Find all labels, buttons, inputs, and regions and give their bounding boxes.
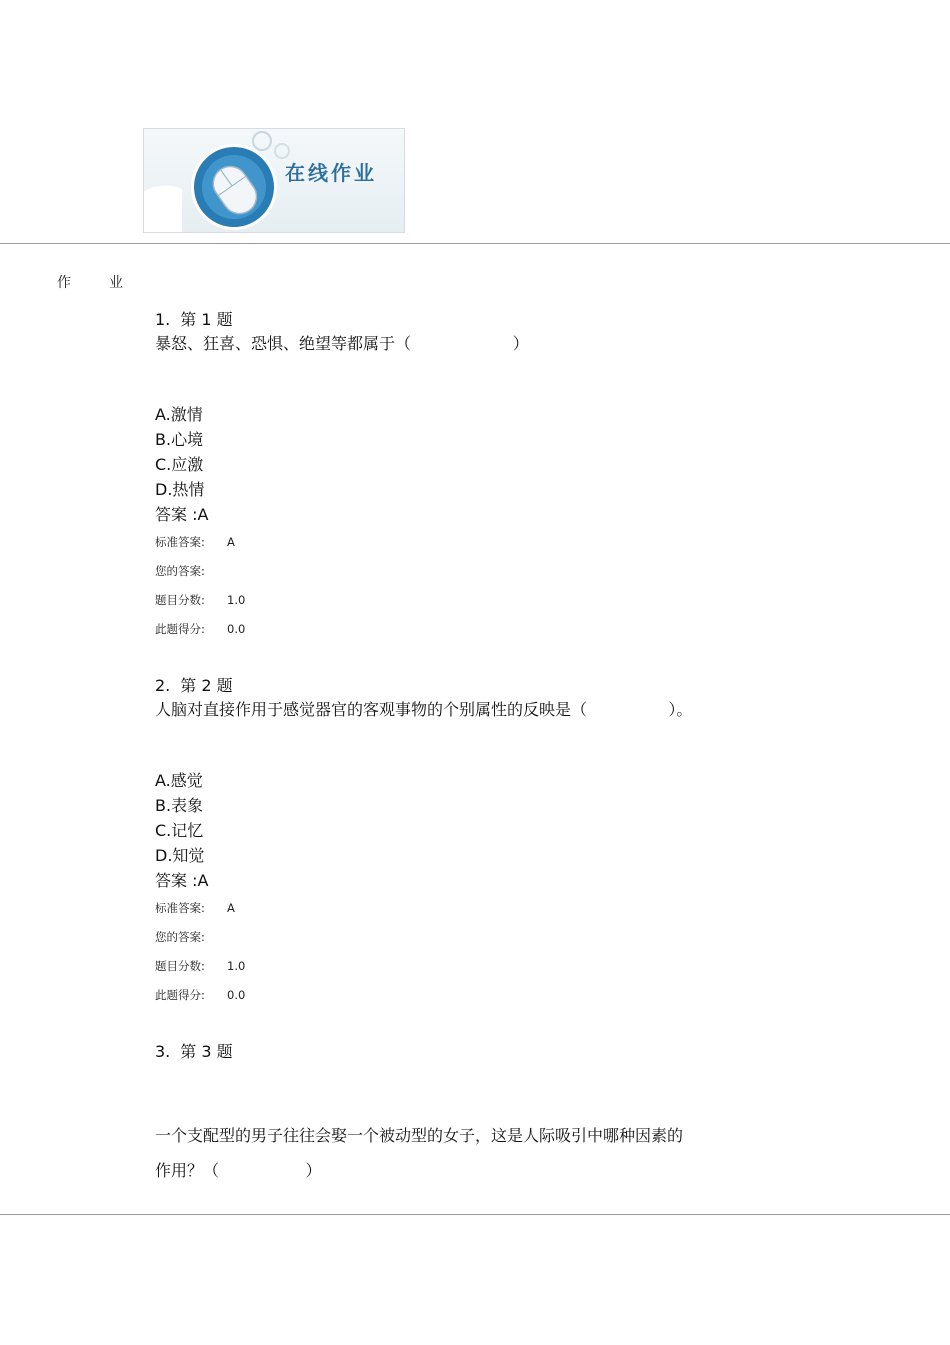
question-text: 人脑对直接作用于感觉器官的客观事物的个别属性的反映是（ ）。 xyxy=(155,700,693,719)
option-b: B.表象 xyxy=(155,796,204,815)
answer-line: 答案 :A xyxy=(155,505,209,524)
question-3 xyxy=(155,1040,855,1064)
question-number: 2. xyxy=(155,676,171,695)
your-answer-row xyxy=(155,923,855,952)
question-2 xyxy=(155,674,855,1010)
option-b: B.心境 xyxy=(155,430,204,449)
earned-score-row xyxy=(155,615,855,644)
your-answer-label: 您的答案: xyxy=(155,930,205,944)
standard-answer-value: A xyxy=(227,901,235,915)
option-d: D.知觉 xyxy=(155,846,205,865)
earned-score-value: 0.0 xyxy=(227,988,246,1002)
standard-answer-row xyxy=(155,894,855,923)
earned-score-label: 此题得分: xyxy=(155,622,205,636)
bottom-divider xyxy=(0,1214,950,1215)
option-c: C.应激 xyxy=(155,455,204,474)
question-score-label: 题目分数: xyxy=(155,959,205,973)
question-score-row xyxy=(155,586,855,615)
question-title: 第 1 题 xyxy=(180,310,233,329)
question-3-text-line-2: 作用？（ ） xyxy=(155,1161,322,1180)
standard-answer-label: 标准答案: xyxy=(155,901,205,915)
earned-score-row xyxy=(155,981,855,1010)
option-c: C.记忆 xyxy=(155,821,204,840)
option-a: A.感觉 xyxy=(155,771,203,790)
top-divider xyxy=(0,243,950,244)
section-label xyxy=(57,272,123,292)
standard-answer-row xyxy=(155,528,855,557)
question-header xyxy=(155,308,855,332)
question-header xyxy=(155,674,855,698)
question-number: 3. xyxy=(155,1042,171,1061)
question-header xyxy=(155,1040,855,1064)
earned-score-value: 0.0 xyxy=(227,622,246,636)
earned-score-label: 此题得分: xyxy=(155,988,205,1002)
question-title: 第 2 题 xyxy=(180,676,233,695)
banner xyxy=(143,128,405,233)
banner-title: 在线作业 xyxy=(285,161,377,185)
question-number: 1. xyxy=(155,310,171,329)
answer-line: 答案 :A xyxy=(155,871,209,890)
your-answer-label: 您的答案: xyxy=(155,564,205,578)
question-title: 第 3 题 xyxy=(180,1042,233,1061)
option-d: D.热情 xyxy=(155,480,205,499)
section-label-part-1: 作 xyxy=(57,275,71,291)
question-text: 暴怒、狂喜、恐惧、绝望等都属于（ ） xyxy=(155,334,529,353)
standard-answer-value: A xyxy=(227,535,235,549)
your-answer-row xyxy=(155,557,855,586)
option-a: A.激情 xyxy=(155,405,203,424)
question-score-row xyxy=(155,952,855,981)
standard-answer-label: 标准答案: xyxy=(155,535,205,549)
question-1 xyxy=(155,308,855,644)
question-score-value: 1.0 xyxy=(227,959,246,973)
question-score-label: 题目分数: xyxy=(155,593,205,607)
question-3-text-line-1: 一个支配型的男子往往会娶一个被动型的女子，这是人际吸引中哪种因素的 xyxy=(155,1126,684,1145)
question-score-value: 1.0 xyxy=(227,593,246,607)
section-label-part-2: 业 xyxy=(109,275,123,291)
